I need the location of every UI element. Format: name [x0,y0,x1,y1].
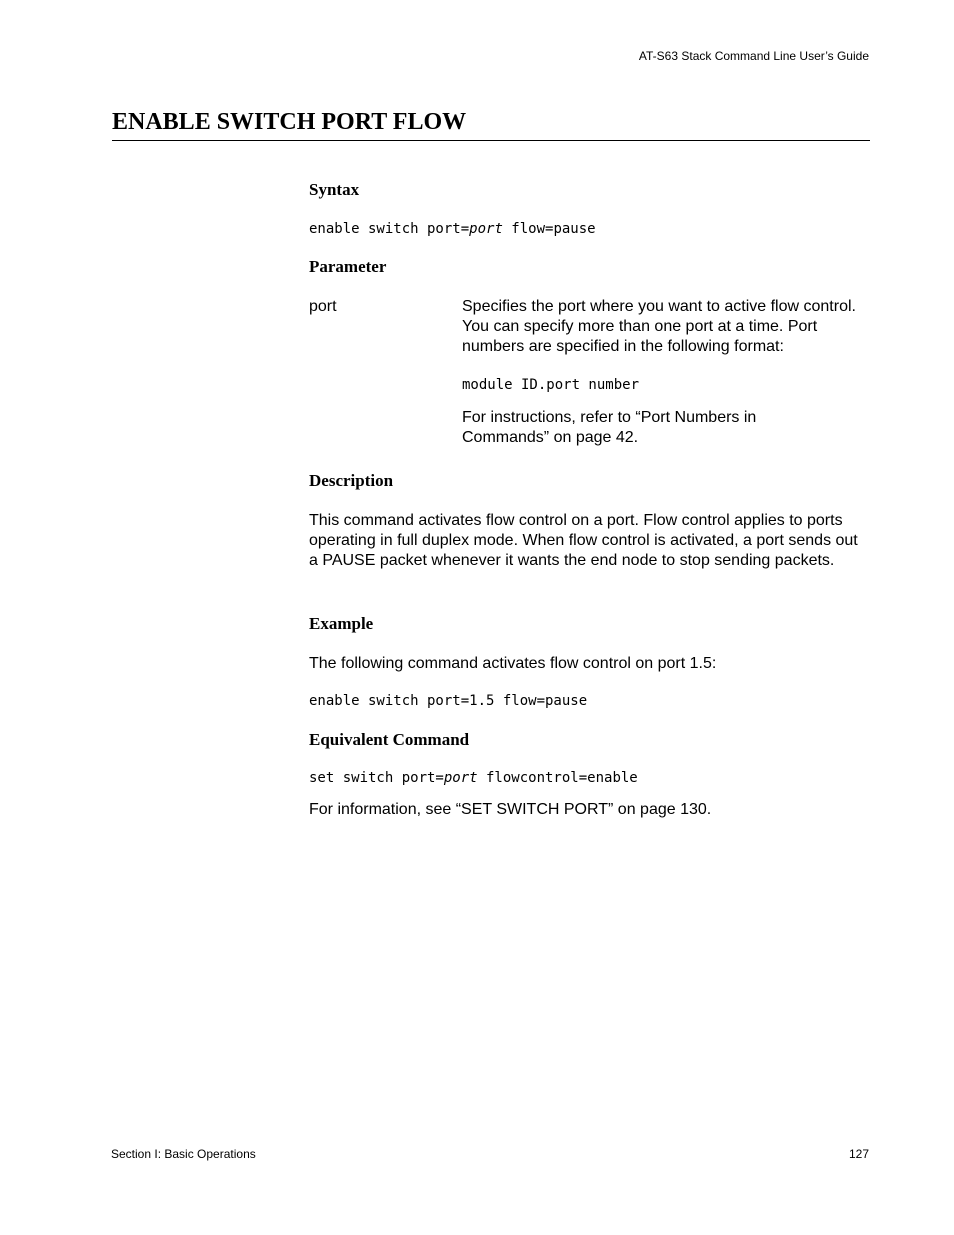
equivalent-code [309,768,638,788]
description-heading: Description [309,471,394,490]
footer-page-number: 127 [848,1147,869,1161]
parameter-name: port [309,298,337,315]
syntax-code-suffix: flow=pause [502,221,596,237]
footer-section: Section I: Basic Operations [111,1147,256,1161]
syntax-code-param: port [469,221,503,237]
parameter-heading: Parameter [309,257,387,276]
parameter-description: Specifies the port where you want to active flow control. You can specify more than one port at a time. Port numbers are specified in the following format: [462,298,856,355]
example-text: The following command activates flow control on port 1.5: [309,655,717,672]
syntax-heading: Syntax [309,180,360,199]
equivalent-info: For information, see “SET SWITCH PORT” on page 130. [309,801,712,818]
syntax-code [309,219,596,239]
example-code: enable switch port=1.5 flow=pause [309,693,588,709]
parameter-reference: For instructions, refer to “Port Numbers in Commands” on page 42. [462,409,757,446]
equivalent-heading: Equivalent Command [309,730,470,749]
equivalent-code-param: port [443,770,478,786]
description-text: This command activates flow control on a port. Flow control applies to ports operating in full duplex mode. When flow control is activated, a port sends out a PAUSE packet whenever it wants the end node to stop sending packets. [309,512,858,569]
equivalent-code-suffix: flowcontrol=enable [477,770,638,786]
example-heading: Example [309,614,374,633]
syntax-code-prefix: enable switch port= [309,221,470,237]
title-rule [112,140,870,141]
running-header: AT-S63 Stack Command Line User’s Guide [638,49,869,63]
page-title: ENABLE SWITCH PORT FLOW [112,109,467,135]
parameter-format-code: module ID.port number [462,377,640,393]
equivalent-code-prefix: set switch port= [309,770,444,786]
